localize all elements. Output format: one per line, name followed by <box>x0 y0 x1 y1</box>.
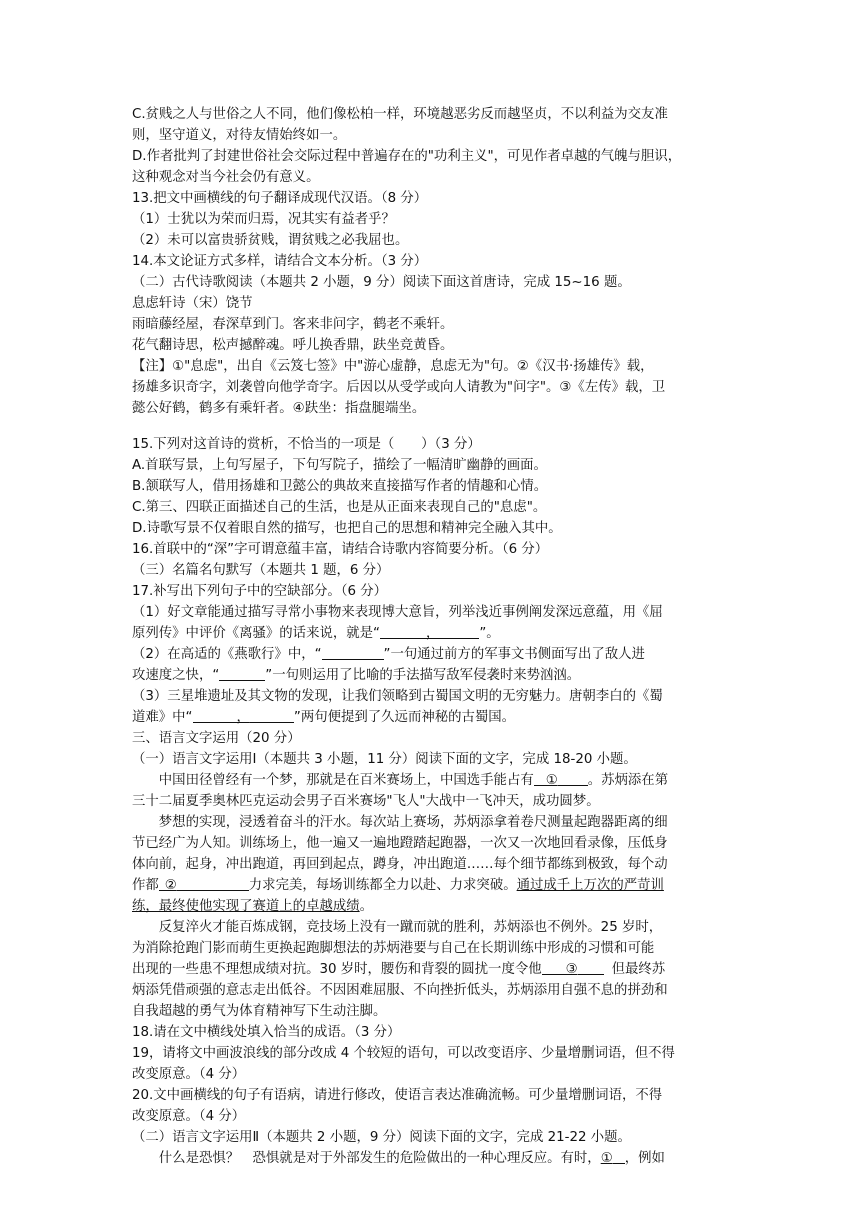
section-poetry-heading: （二）古代诗歌阅读（本题共 2 小题，9 分）阅读下面这首唐诗，完成 15~16 题。 <box>132 275 631 290</box>
q15-option-d: D.诗歌写景不仅着眼自然的描写，也把自己的思想和精神完全融入其中。 <box>132 521 562 536</box>
passage-para-3-line-3: 出现的一些患不理想成绩对抗。30 岁时，腰伤和背裂的圆扰一度令他 ③ 但最终苏 <box>132 962 666 977</box>
q15-option-c: C.第三、四联正面描述自己的生活，也是从正面来表现自己的"息虑"。 <box>132 500 547 515</box>
question-15: 15.下列对这首诗的赏析，不恰当的一项是（ ）（3 分） <box>132 437 481 452</box>
poem-note-line-2: 扬雄多识奇字，刘袭曾向他学奇字。后因以从受学或向人请教为"问字"。③《左传》载，卫 <box>132 380 666 395</box>
poem-title: 息虑轩诗（宋）饶节 <box>132 296 253 311</box>
q15-option-a: A.首联写景，上句写屋子，下句写院子，描绘了一幅清旷幽静的画面。 <box>132 458 547 473</box>
question-17: 17.补写出下列句子中的空缺部分。（6 分） <box>132 584 388 599</box>
question-19-line-1: 19，请将文中画波浪线的部分改成 4 个较短的语句，可以改变语序、少量增删词语，但不得 <box>132 1046 675 1061</box>
question-20-line-2: 改变原意。（4 分） <box>132 1109 246 1124</box>
q17-item-3-line-2: 道难》中“ ， ”两句便提到了久远而神秘的古蜀国。 <box>132 710 516 725</box>
question-13: 13.把文中画横线的句子翻译成现代汉语。（8 分） <box>132 191 428 206</box>
question-18: 18.请在文中横线处填入恰当的成语。（3 分） <box>132 1025 401 1040</box>
section-recitation-heading: （三）名篇名句默写（本题共 1 题，6 分） <box>132 563 390 578</box>
poem-note-line-1: 【注】①"息虑"，出自《云笈七签》中"游心虚静，息虑无为"句。②《汉书·扬雄传》载， <box>132 359 654 374</box>
q17-item-1-line-2: 原列传》中评价《离骚》的话来说，就是“ ， ”。 <box>132 626 500 641</box>
question-14: 14.本文论证方式多样，请结合文本分析。（3 分） <box>132 254 428 269</box>
q17-item-2-line-2: 攻速度之快，“ ”一句则运用了比喻的手法描写敌军侵袭时来势汹汹。 <box>132 668 581 683</box>
poem-line-1: 雨暗藤经屋，春深草到门。客来非问字，鹤老不乘轩。 <box>132 317 454 332</box>
question-19-line-2: 改变原意。（4 分） <box>132 1067 246 1082</box>
subsection-language-2-heading: （二）语言文字运用Ⅱ（本题共 2 小题，9 分）阅读下面的文字，完成 21-22 小题。 <box>132 1130 631 1145</box>
passage-2-line-1: 什么是恐惧？ 恐惧就是对于外部发生的危险做出的一种心理反应。有时，① ，例如 <box>158 1151 665 1166</box>
passage-para-2-line-3: 体向前，起身，冲出跑道，再回到起点，蹲身，冲出跑道……每个细节都练到极致，每个动 <box>132 857 668 872</box>
passage-para-3-line-2: 为消除抢跑门影而萌生更换起跑脚想法的苏炳港要与自己在长期训练中形成的习惯和可能 <box>132 941 655 956</box>
question-16: 16.首联中的“深”字可谓意蕴丰富，请结合诗歌内容简要分析。（6 分） <box>132 542 549 557</box>
passage-para-3-line-1: 反复淬火才能百炼成钢，竞技场上没有一蹴而就的胜利，苏炳添也不例外。25 岁时， <box>158 920 663 935</box>
q13-sentence-2: （2）未可以富贵骄贫贱，谓贫贱之必我屈也。 <box>132 233 409 248</box>
passage-para-3-line-4: 炳添凭借顽强的意志走出低谷。不因困难屈服、不向挫折低头，苏炳添用自强不息的拼劲和 <box>132 983 668 998</box>
question-20-line-1: 20.文中画横线的句子有语病，请进行修改，使语言表达准确流畅。可少量增删词语，不得 <box>132 1088 663 1103</box>
q17-item-3-line-1: （3）三星堆遗址及其文物的发现，让我们领略到古蜀国文明的无穷魅力。唐朝李白的《蜀 <box>132 689 663 704</box>
q17-item-1-line-1: （1）好文章能通过描写寻常小事物来表现博大意旨，列举浅近事例阐发深远意蕴，用《屈 <box>132 605 663 620</box>
option-c-line-2: 则，坚守道义，对待友情始终如一。 <box>132 128 347 143</box>
subsection-language-1-heading: （一）语言文字运用Ⅰ（本题共 3 小题，11 分）阅读下面的文字，完成 18-20 小题。 <box>132 752 637 767</box>
q15-option-b: B.颔联写人，借用扬雄和卫懿公的典故来直接描写作者的情趣和心情。 <box>132 479 548 494</box>
option-d-line-2: 这种观念对当今社会仍有意义。 <box>132 170 320 185</box>
poem-line-2: 花气翻诗思，松声撼醉魂。呼儿换香鼎，趺坐竞黄昏。 <box>132 338 454 353</box>
passage-para-1-line-2: 三十二届夏季奥林匹克运动会男子百米赛场"飞人"大战中一飞冲天，成功圆梦。 <box>132 794 600 809</box>
passage-para-1-line-1: 中国田径曾经有一个梦，那就是在百米赛场上，中国选手能占有 ① 。苏炳添在第 <box>158 773 669 788</box>
q13-sentence-1: （1）士犹以为荣而归焉，况其实有益者乎？ <box>132 212 395 227</box>
passage-para-3-line-5: 自我超越的勇气为体育精神写下生动注脚。 <box>132 1004 387 1019</box>
passage-para-2-line-2: 节已经广为人知。训练场上，他一遍又一遍地蹬踏起跑器，一次又一次地回看录像，压低身 <box>132 836 668 851</box>
poem-note-line-3: 懿公好鹤，鹤多有乘轩者。④趺坐：指盘腿端坐。 <box>132 401 426 416</box>
option-c-line-1: C.贫贱之人与世俗之人不同，他们像松柏一样，环境越恶劣反而越坚贞，不以利益为交友准 <box>132 107 668 122</box>
option-d-line-1: D.作者批判了封建世俗社会交际过程中普遍存在的"功利主义"，可见作者卓越的气魄与胆识， <box>132 149 682 164</box>
passage-para-2-line-1: 梦想的实现，浸透着奋斗的汗水。每次站上赛场，苏炳添拿着卷尺测量起跑器距离的细 <box>158 815 668 830</box>
section-language-heading: 三、语言文字运用（20 分） <box>132 731 301 746</box>
q17-item-2-line-1: （2）在高适的《燕歌行》中，“ ”一句通过前方的军事文书侧面写出了敌人进 <box>132 647 645 662</box>
passage-para-2-line-5: 练，最终使他实现了赛道上的卓越成绩。 <box>132 899 374 914</box>
passage-para-2-line-4: 作都 ② 力求完美，每场训练都全力以赴、力求突破。通过成千上万次的严苛训 <box>132 878 664 893</box>
